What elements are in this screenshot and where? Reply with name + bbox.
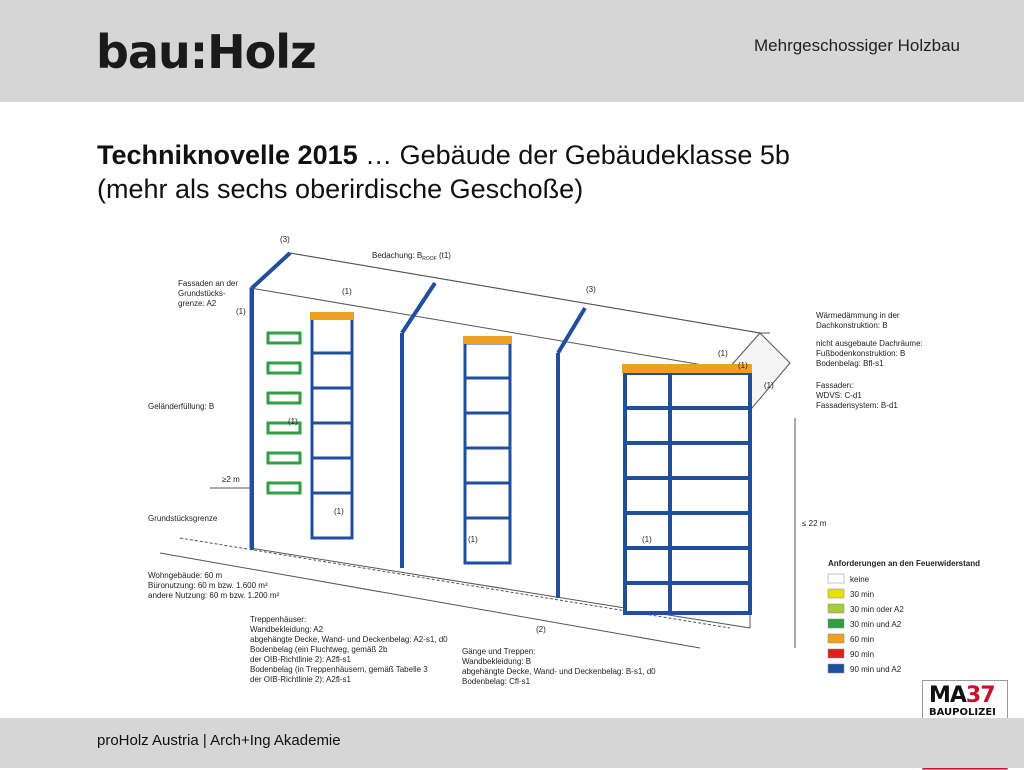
legend xyxy=(828,559,980,674)
balcony xyxy=(268,453,300,463)
mark-3: (3) xyxy=(586,285,596,294)
mark-1: (1) xyxy=(334,507,344,516)
legend-swatch xyxy=(828,574,844,583)
mark-3: (3) xyxy=(280,235,290,244)
stair-tower-1 xyxy=(312,318,352,538)
label-fassaden: Fassaden: WDVS: C-d1 Fassadensystem: B-d1 xyxy=(816,381,898,410)
title-line2: (mehr als sechs oberirdische Geschoße) xyxy=(97,174,584,204)
mark-1: (1) xyxy=(718,349,728,358)
mark-1: (1) xyxy=(236,307,246,316)
label-dachraum: nicht ausgebaute Dachräume: Fußbodenkonstruktion: B Bodenbelag: Bfl-s1 xyxy=(816,339,923,368)
title-bold: Techniknovelle 2015 xyxy=(97,140,358,170)
stair-tower-2 xyxy=(465,343,510,563)
mark-1: (1) xyxy=(738,361,748,370)
building-diagram xyxy=(140,228,1000,698)
balcony xyxy=(268,363,300,373)
label-nutzung: Wohngebäude: 60 m Büronutzung: 60 m bzw. 1.600 m² andere Nutzung: 60 m bzw. 1.200 m² xyxy=(148,571,280,600)
mark-1: (1) xyxy=(642,535,652,544)
legend-swatch xyxy=(828,649,844,658)
label-grenze: Grundstücksgrenze xyxy=(148,514,218,523)
legend-label: 30 min und A2 xyxy=(850,620,902,629)
label-gaenge: Gänge und Treppen: Wandbekleidung: B abgehängte Decke, Wand- und Deckenbelag: B-s1, d0 Bodenbelag: Cfl-s1 xyxy=(462,647,656,686)
header-tagline: Mehrgeschossiger Holzbau xyxy=(754,36,960,55)
title-rest: … Gebäude der Gebäudeklasse 5b xyxy=(357,140,790,170)
legend-label: 30 min oder A2 xyxy=(850,605,904,614)
legend-label: 60 min xyxy=(850,635,875,644)
label-waerme: Wärmedämmung in der Dachkonstruktion: B xyxy=(816,311,900,330)
legend-swatch xyxy=(828,619,844,628)
baupolizei-label: BAUPOLIZEI xyxy=(929,707,996,718)
header-bar xyxy=(0,0,1024,102)
balcony xyxy=(268,393,300,403)
legend-label: 30 min xyxy=(850,590,875,599)
legend-label: keine xyxy=(850,575,870,584)
legend-title: Anforderungen an den Feuerwiderstand xyxy=(828,559,981,568)
bauholz-logo: bau:Holz xyxy=(96,25,316,79)
footer-text: proHolz Austria | Arch+Ing Akademie xyxy=(97,732,341,749)
mark-1: (1) xyxy=(342,287,352,296)
legend-label: 90 min xyxy=(850,650,875,659)
balcony xyxy=(268,483,300,493)
label-height: ≤ 22 m xyxy=(802,519,827,528)
balcony xyxy=(268,333,300,343)
label-fassade-grenze: Fassaden an der Grundstücks- grenze: A2 xyxy=(178,279,239,308)
legend-swatch xyxy=(828,604,844,613)
mark-2: (2) xyxy=(536,625,546,634)
label-roof: Bedachung: $B_{ROOF}$ (t1) xyxy=(372,251,451,262)
mark-1: (1) xyxy=(468,535,478,544)
mark-1: (1) xyxy=(288,417,298,426)
mark-1: (1) xyxy=(764,381,774,390)
roof-ridge xyxy=(290,253,760,333)
label-treppenhaus: Treppenhäuser: Wandbekleidung: A2 abgehängte Decke, Wand- und Deckenbelag: A2-s1, d0 Bodenbelag (ein Fluchtweg, gemäß 2b der OIB-Richtlinie 2): A2fl-s1 Bodenbelag (in Treppenhäusern, gemäß Tabelle 3 der OIB-Richtlinie 2): A2fl-s1 xyxy=(250,615,448,684)
legend-label: 90 min und A2 xyxy=(850,665,902,674)
slide-title xyxy=(97,138,937,206)
label-dist: ≥2 m xyxy=(222,475,240,484)
label-gelaender: Geländerfüllung: B xyxy=(148,402,215,411)
legend-swatch xyxy=(828,664,844,673)
ma37-logo: MA37 xyxy=(929,683,995,708)
legend-swatch xyxy=(828,634,844,643)
legend-swatch xyxy=(828,589,844,598)
